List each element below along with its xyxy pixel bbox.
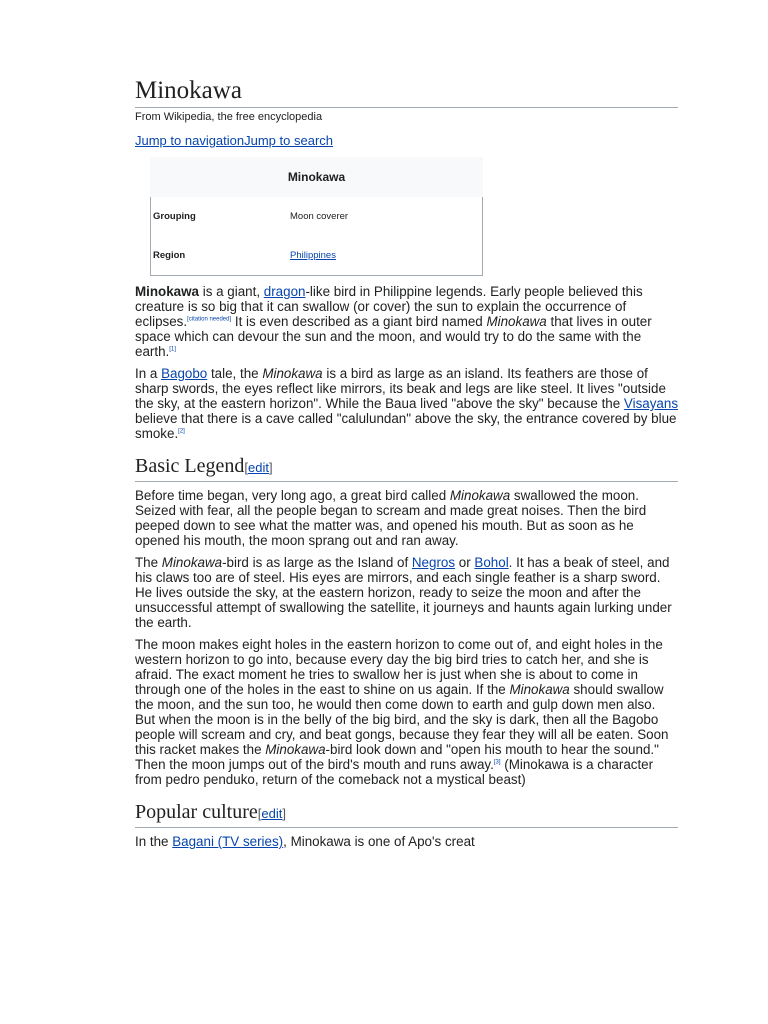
text: -bird is as large as the Island of xyxy=(222,555,412,570)
jump-links xyxy=(135,133,678,149)
popular-culture-paragraph xyxy=(135,834,678,849)
text: -like bird in Philippine legends. Early people believed this creature is so big that it can swallow (or cover) the sun to explain the occurrence of eclipses. xyxy=(135,284,643,329)
visayans-link[interactable]: Visayans xyxy=(623,396,679,411)
text: that lives in outer space which can devour the sun and the moon, and would try to do the same with the earth. xyxy=(135,314,652,359)
section-heading-popular-culture xyxy=(135,800,678,828)
text: Before time began, very long ago, a great bird called xyxy=(135,488,450,503)
text: It is even described as a giant bird named xyxy=(231,314,487,329)
legend-paragraph-1 xyxy=(135,488,678,548)
page-title: Minokawa xyxy=(135,76,678,108)
reference-1[interactable]: [1] xyxy=(169,346,176,353)
legend-paragraph-3 xyxy=(135,637,678,787)
text: swallowed the moon. Seized with fear, all the people began to scream and made great noises. Then the bird peeped down to see what the matter was, and opened his mouth. But as soon as he opened his mouth, the moon sprang out and ran away. xyxy=(135,488,647,548)
text: is a giant, xyxy=(199,284,264,299)
infobox xyxy=(150,157,483,276)
bagobo-link[interactable]: Bagobo xyxy=(161,366,208,381)
reference-2[interactable]: [2] xyxy=(178,428,185,435)
italic-term: Minokawa xyxy=(262,366,323,381)
infobox-label: Region xyxy=(153,250,186,261)
citation-needed-ref[interactable]: [citation needed] xyxy=(187,316,232,323)
infobox-value: Moon coverer xyxy=(290,211,349,222)
legend-paragraph-2 xyxy=(135,555,678,630)
bracket: [ xyxy=(257,806,262,821)
text: or xyxy=(455,555,475,570)
bagani-link[interactable]: Bagani (TV series) xyxy=(172,834,284,849)
text: -bird look down and "open his mouth to hear the sound." Then the moon jumps out of the bird's mouth and runs away. xyxy=(135,742,659,772)
dragon-link[interactable]: dragon xyxy=(263,284,306,299)
bracket: [ xyxy=(244,460,249,475)
edit-link[interactable]: edit xyxy=(248,460,269,475)
text: In a xyxy=(135,366,162,381)
bohol-link[interactable]: Bohol xyxy=(474,555,509,570)
text: . It has a beak of steel, and his claws too are of steel. His eyes are mirrors, and each single feather is a sharp sword. He lives outside the sky, at the eastern horizon, ready to seize the moon and after the unsuccessful attempt of swallowing the satellite, it journeys and haunts again lurking under the earth. xyxy=(135,555,672,630)
infobox-heading: Minokawa xyxy=(150,157,483,197)
infobox-container xyxy=(135,157,678,276)
infobox-region-link[interactable]: Philippines xyxy=(290,250,336,261)
italic-term: Minokawa xyxy=(486,314,547,329)
text: tale, the xyxy=(207,366,263,381)
intro-paragraph-1 xyxy=(135,284,678,359)
italic-term: Minokawa xyxy=(449,488,511,503)
bold-term: Minokawa xyxy=(135,284,199,299)
edit-link[interactable]: edit xyxy=(261,806,283,821)
section-title: Basic Legend xyxy=(135,455,245,477)
italic-term: Minokawa xyxy=(509,682,570,697)
article-content xyxy=(135,76,678,856)
italic-term: Minokawa xyxy=(265,742,326,757)
edit-section xyxy=(258,806,286,821)
section-heading-basic-legend xyxy=(135,454,678,482)
infobox-row-region xyxy=(151,236,482,275)
negros-link[interactable]: Negros xyxy=(411,555,456,570)
intro-paragraph-2 xyxy=(135,366,678,441)
text: The xyxy=(135,555,162,570)
text: should swallow the moon, and the sun too, he would then come down to earth and gulp down men also. But when the moon is in the belly of the big bird, and the sky is dark, then all the Bagobo people will scream and cry, and beat gongs, because they fear they will all be eaten. Soon this racket makes the xyxy=(135,682,669,757)
text: (Minokawa is a character from pedro penduko, return of the comeback not a mystical beast) xyxy=(135,757,654,787)
bracket: ] xyxy=(282,806,286,821)
text: , Minokawa is one of Apo's creat xyxy=(283,834,475,849)
text: believe that there is a cave called "calulundan" above the sky, the entrance covered by blue smoke. xyxy=(135,411,677,441)
infobox-row-grouping xyxy=(151,197,482,236)
text: In the xyxy=(135,834,173,849)
edit-section xyxy=(244,460,272,475)
bracket: ] xyxy=(269,460,273,475)
jump-to-navigation-link[interactable]: Jump to navigation xyxy=(135,133,245,148)
text: is a bird as large as an island. Its feathers are those of sharp swords, the eyes reflect like mirrors, its beak and legs are like steel. It lives "outside the sky, at the eastern horizon". While the Baua lived "above the sky" because the xyxy=(135,366,666,411)
text: The moon makes eight holes in the eastern horizon to come out of, and eight holes in the western horizon to go into, because every day the big bird tries to catch her, and she is afraid. The exact moment he tries to swallow her is just when she is about to come in through one of the holes in the east to shine on us again. If the xyxy=(135,637,663,697)
jump-to-search-link[interactable]: Jump to search xyxy=(244,133,333,148)
section-title: Popular culture xyxy=(135,801,258,823)
infobox-label: Grouping xyxy=(153,211,196,222)
italic-term: Minokawa xyxy=(161,555,223,570)
site-tagline: From Wikipedia, the free encyclopedia xyxy=(135,111,323,123)
reference-3[interactable]: [3] xyxy=(493,759,501,766)
